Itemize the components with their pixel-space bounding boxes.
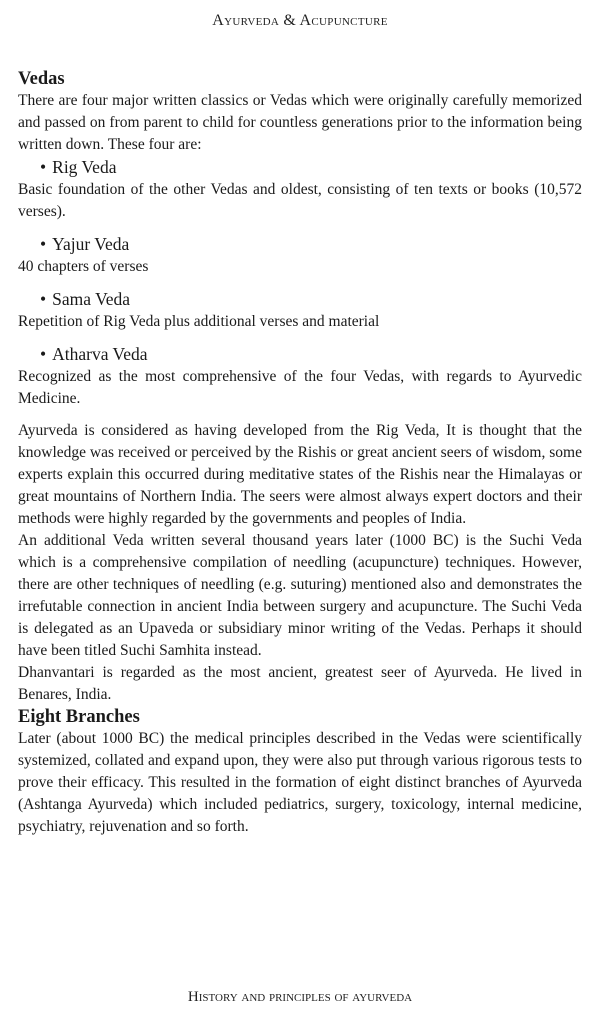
bullet-icon: • <box>40 157 47 177</box>
eight-branches-text: Later (about 1000 BC) the medical principles described in the Vedas were scientifically systemized, collated and expand upon, they were also put through various rigorous tests to prove their efficacy. This resulted in the formation of eight distinct branches of Ayurveda (Ashtanga Ayurveda) which included pediatrics, surgery, toxicology, internal medicine, psychiatry, rejuvenation and so forth. <box>18 730 582 835</box>
paragraph-rig-veda-origin: Ayurveda is considered as having developed from the Rig Veda, It is thought that the knowledge was received or perceived by the Rishis or great ancient seers of wisdom, some experts explain this occurred during meditative states of the Rishis near the Himalayas or great mountains of Northern India. The seers were almost always expert doctors and their methods were highly regarded by the governments and peoples of India. <box>18 422 582 527</box>
veda-item-atharva <box>18 343 582 410</box>
veda-title-text: Sama Veda <box>52 289 131 309</box>
veda-title-text: Rig Veda <box>52 157 117 177</box>
veda-title <box>40 288 582 310</box>
veda-description: 40 chapters of verses <box>18 258 149 275</box>
bullet-icon: • <box>40 344 47 364</box>
veda-item-sama <box>18 288 582 333</box>
bullet-icon: • <box>40 289 47 309</box>
bullet-icon: • <box>40 234 47 254</box>
veda-description: Basic foundation of the other Vedas and oldest, consisting of ten texts or books (10,572 verses). <box>18 181 582 220</box>
vedas-intro: There are four major written classics or Vedas which were originally carefully memorized and passed on from parent to child for countless generations prior to the information being written down. These four are: <box>18 92 582 153</box>
veda-item-yajur <box>18 233 582 278</box>
paragraph-suchi-veda: An additional Veda written several thousand years later (1000 BC) is the Suchi Veda which is a comprehensive compilation of needling (acupuncture) techniques. However, there are other techniques of needling (e.g. suturing) mentioned also and demonstrates the irrefutable connection in ancient India between surgery and acupuncture. The Suchi Veda is delegated as an Upaveda or subsidiary minor writing of the Vedas. Perhaps it should have been titled Suchi Samhita instead. <box>18 532 582 659</box>
veda-title-text: Atharva Veda <box>52 344 148 364</box>
eight-branches-heading: Eight Branches <box>18 707 140 727</box>
veda-title <box>40 156 582 178</box>
vedas-heading: Vedas <box>18 69 65 89</box>
veda-item-rig <box>18 156 582 223</box>
running-header: Ayurveda & Acupuncture <box>212 12 388 29</box>
veda-description: Repetition of Rig Veda plus additional verses and material <box>18 313 380 330</box>
veda-description: Recognized as the most comprehensive of the four Vedas, with regards to Ayurvedic Medicine. <box>18 368 582 407</box>
paragraph-dhanvantari: Dhanvantari is regarded as the most ancient, greatest seer of Ayurveda. He lived in Benares, India. <box>18 664 582 703</box>
veda-title <box>40 233 582 255</box>
page-content <box>18 68 582 838</box>
running-footer: History and principles of ayurveda <box>187 989 413 1005</box>
veda-title-text: Yajur Veda <box>52 234 130 254</box>
veda-title <box>40 343 582 365</box>
